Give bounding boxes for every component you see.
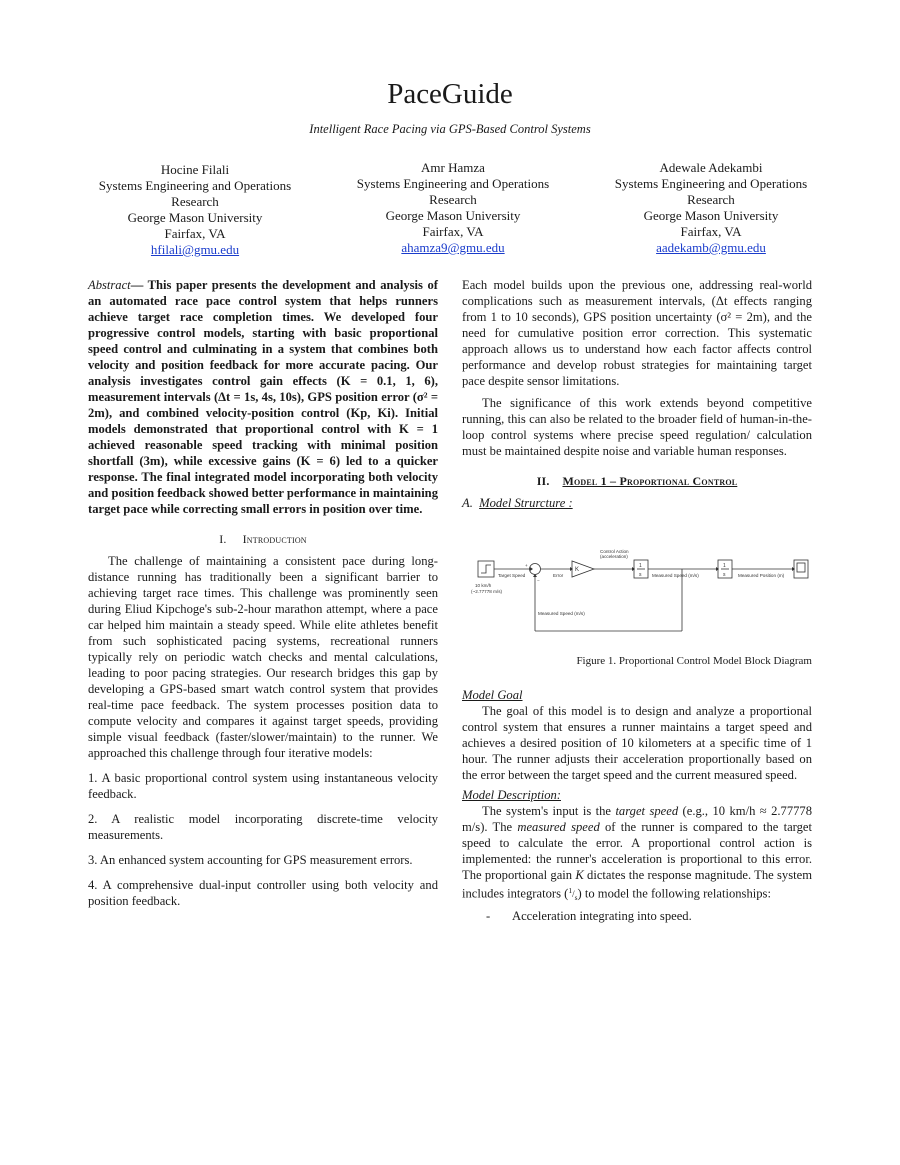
speed-value-label-cont: (~2.77778 m/s)	[471, 589, 503, 594]
author-location: Fairfax, VA	[164, 226, 226, 241]
target-speed-label: Target Speed	[498, 573, 526, 578]
body-paragraph: The significance of this work extends beyond competitive running, this can also be related to the broader field of human-in-the-loop control systems where precise speed regulation/ calculation must be maintained despite noise and variable human responses.	[462, 396, 812, 458]
section-2-heading	[462, 473, 812, 489]
author-name: Adewale Adekambi	[659, 160, 763, 175]
author-location: Fairfax, VA	[680, 224, 742, 239]
figure-caption: Figure 1. Proportional Control Model Block Diagram	[576, 655, 812, 667]
feedback-speed-label: Measured Speed (m/s)	[538, 611, 585, 616]
gain-label: K	[575, 567, 580, 573]
model-description-heading: Model Description:	[462, 788, 561, 802]
block-diagram	[462, 539, 812, 651]
term-target-speed: target speed	[615, 804, 679, 818]
list-item: 4. A comprehensive dual-input controller using both velocity and position feedback.	[88, 878, 438, 908]
author-university: George Mason University	[643, 208, 779, 223]
author-1	[70, 162, 320, 258]
author-university: George Mason University	[385, 208, 521, 223]
fraction: $^1/_s$	[568, 886, 578, 902]
fraction-numerator: 1	[568, 886, 573, 895]
abstract-label: Abstract	[88, 278, 131, 292]
section-number: II.	[536, 474, 550, 488]
author-location: Fairfax, VA	[422, 224, 484, 239]
list-item	[462, 908, 812, 924]
author-email-link[interactable]: hfilali@gmu.edu	[150, 242, 240, 257]
block-diagram-svg	[462, 539, 812, 651]
subsection-heading	[462, 495, 812, 511]
error-label: Error	[553, 573, 564, 578]
author-department-cont: Research	[429, 192, 477, 207]
author-3	[586, 160, 836, 256]
list-item: 1. A basic proportional control system using instantaneous velocity feedback.	[88, 771, 438, 801]
control-action-label-cont: (acceleration)	[600, 554, 628, 559]
paper-title: PaceGuide	[387, 78, 513, 110]
intro-paragraph: The challenge of maintaining a consistent pace during long-distance running has traditionally been a significant barrier to achieving target race times. This challenge was prominently seen during Eliud Kipchoge's sub-2-hour marathon attempt, where a pace car helped him maintain a steady speed. While elite athletes benefit from such sophisticated pacing systems, recreational runners typically rely on periodic watch checks and mental calculations, leading to poor pacing strategies. Our research bridges this gap by developing a GPS-based smart watch control system that provides real-time pace feedback. The system processes position data to compute velocity and compares it against target speeds, providing simple visual feedback (faster/slower/maintain) to the runner. We approached this challenge through four iterative models:	[88, 554, 438, 760]
measured-position-label: Measured Position (m)	[738, 573, 785, 578]
measured-speed-label: Measured Speed (m/s)	[652, 573, 699, 578]
author-department: Systems Engineering and Operations	[356, 176, 550, 191]
model-goal-heading: Model Goal	[462, 688, 523, 702]
author-name: Hocine Filali	[160, 162, 230, 177]
author-university: George Mason University	[127, 210, 263, 225]
author-email-link[interactable]: ahamza9@gmu.edu	[401, 240, 505, 255]
bullet-text: Acceleration integrating into speed.	[512, 908, 692, 923]
integrator-denominator: s	[639, 572, 642, 578]
section-number: I.	[219, 532, 227, 546]
author-name: Amr Hamza	[421, 160, 485, 175]
right-column	[462, 277, 812, 924]
text-fragment: dictates the response magnitude. The system includes integrators (	[462, 868, 812, 901]
sum-plus-sign: +	[525, 563, 528, 568]
author-2	[328, 160, 578, 256]
sum-minus-sign: −	[537, 578, 540, 583]
list-item: 2. A realistic model incorporating discrete-time velocity measurements.	[88, 812, 438, 842]
list-item: 3. An enhanced system accounting for GPS measurement errors.	[88, 853, 413, 867]
integrator-numerator: 1	[639, 563, 642, 569]
text-fragment: of the runner is compared to the target speed to calculate the error. A proportional control action is implemented: the runner's acceleration is proportional to this error. The proportional gain	[462, 820, 813, 882]
text-fragment: ) to model the following relationships:	[577, 886, 771, 901]
body-paragraph: Each model builds upon the previous one, addressing real-world complications such as measurement intervals, (Δt effects ranging from 1 to 10 seconds), GPS position uncertainty (σ² = 2m), and the need for cumulative position error correction. This systematic approach allows us to understand how each factor affects control performance and develop robust strategies for maintaining target pace despite sensor limitations.	[462, 278, 812, 388]
term-measured-speed: measured speed	[517, 820, 600, 834]
integrator-denominator: s	[723, 572, 726, 578]
author-department: Systems Engineering and Operations	[98, 178, 292, 193]
abstract-text: — This paper presents the development and analysis of an automated race pace control system that helps runners achieve target race completion times. We developed four progressive control models, starting with basic proportional speed control and culminating in a system that combines both velocity and position feedback for more accurate pacing. Our analysis investigates control gain effects (K = 0.1, 1, 6), measurement intervals (Δt = 1s, 4s, 10s), GPS position error (σ² = 2m), and combined velocity-position control (Kp, Ki). Initial models demonstrated that proportional control with K = 1 achieved reasonable speed tracking with minimal position shortfall (3m), while excessive gains (K = 6) led to a quicker response. The final integrated model incorporating both velocity and position feedback showed better performance in maintaining target pace while correcting small errors in position over time.	[88, 278, 438, 516]
author-department-cont: Research	[687, 192, 735, 207]
author-email-link[interactable]: aadekamb@gmu.edu	[656, 240, 766, 255]
author-department-cont: Research	[171, 194, 219, 209]
control-action-label: Control Action	[600, 549, 629, 554]
text-fragment: (e.g., 10 km/h ≈ 2.77778 m/s). The	[462, 804, 813, 834]
section-title: Introduction	[242, 532, 307, 546]
term-gain: K	[575, 868, 584, 882]
intro-heading	[88, 531, 438, 547]
integrator-numerator: 1	[723, 563, 726, 569]
subsection-letter: A.	[462, 496, 473, 510]
model-goal-text: The goal of this model is to design and analyze a proportional control system that ensures a runner maintains a target speed and achieves a desired position of 10 kilometers at a specific time of 1 hour. The runner adjusts their acceleration proportionally based on the error between the target speed and the current measured speed.	[462, 704, 812, 782]
abstract	[88, 277, 438, 517]
step-icon	[481, 565, 491, 573]
left-column	[88, 277, 438, 909]
section-title: Model 1 – Proportional Control	[562, 474, 738, 488]
fraction-denominator: s	[574, 892, 578, 902]
bullet-dash: -	[486, 908, 491, 923]
paper-subtitle: Intelligent Race Pacing via GPS-Based Control Systems	[309, 122, 591, 136]
text-fragment: The system's input is the	[482, 804, 616, 818]
speed-value-label: 10 km/h	[475, 583, 492, 588]
model-description-text	[462, 803, 812, 906]
subsection-title: Model Strurcture :	[479, 496, 573, 510]
author-department: Systems Engineering and Operations	[614, 176, 808, 191]
